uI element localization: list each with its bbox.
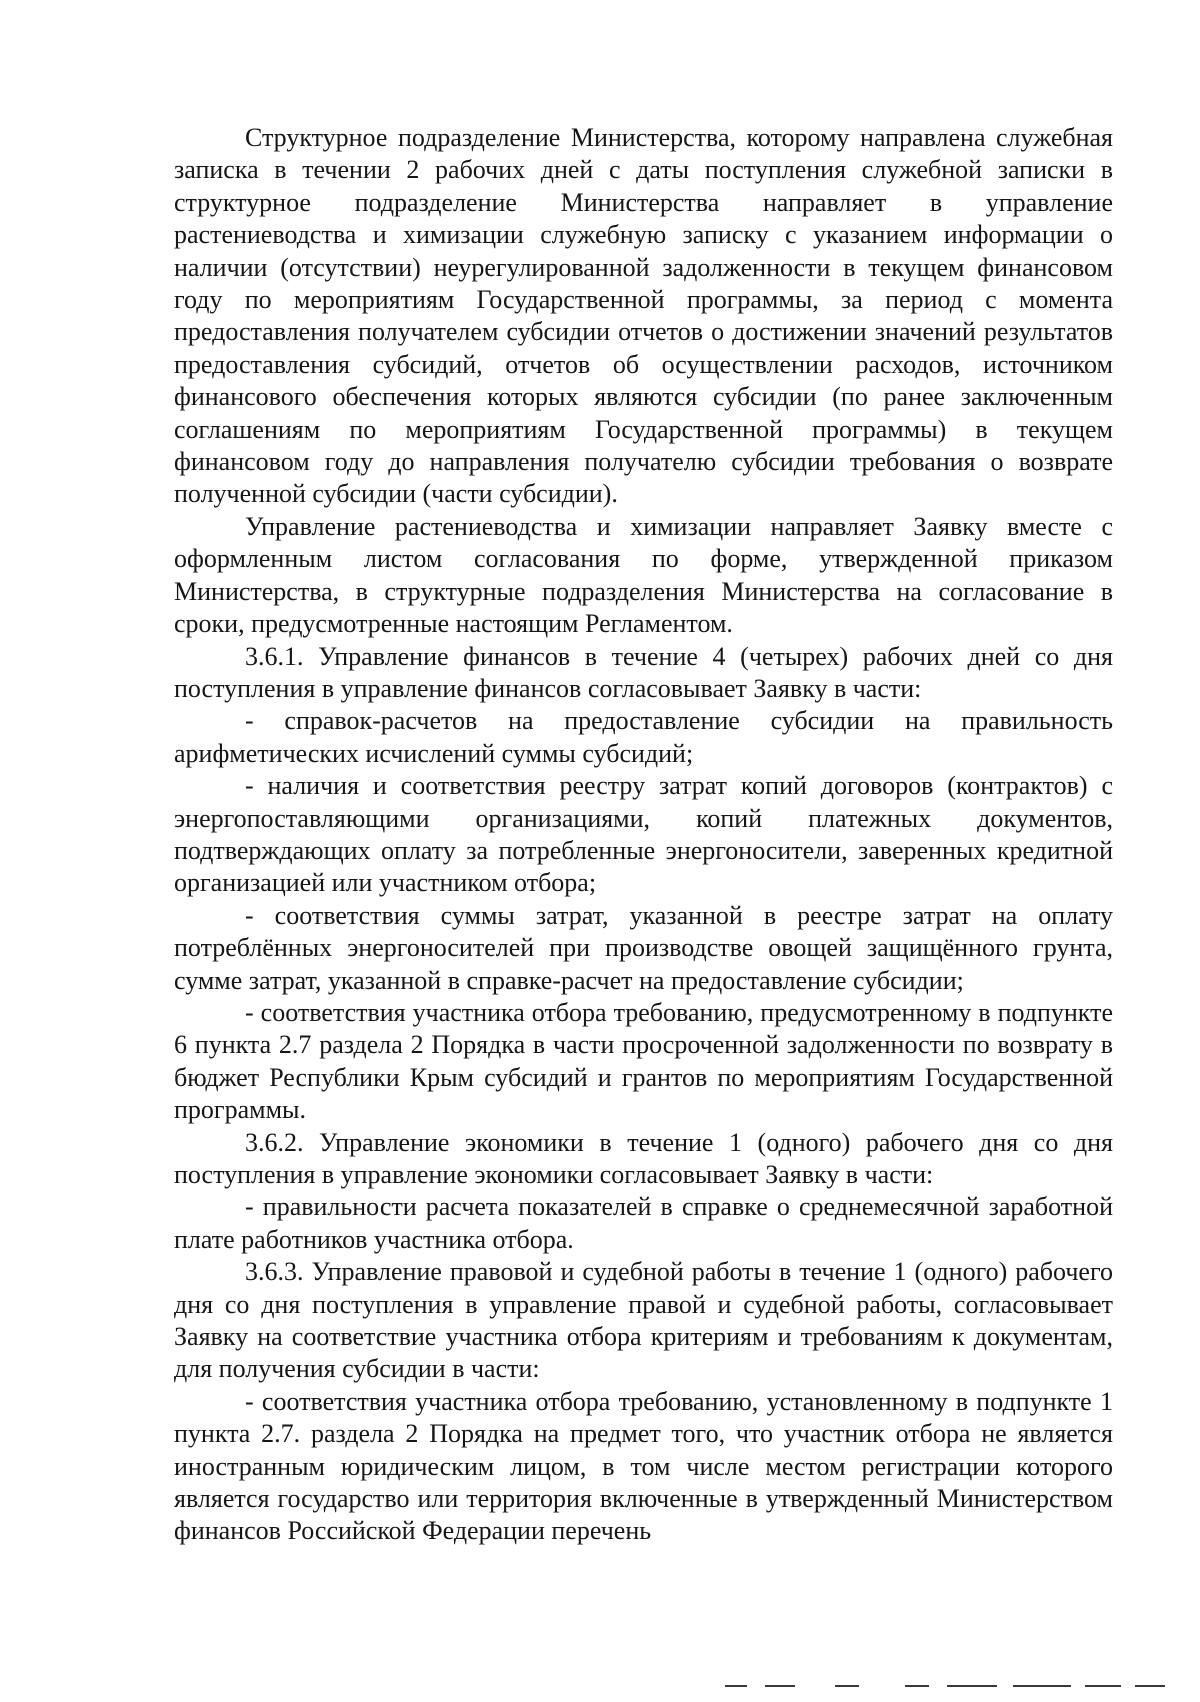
paragraph: 3.6.2. Управление экономики в течение 1 (одного) рабочего дня со дня поступления в управление экономики согласовывает Заявку в части: bbox=[174, 1127, 1113, 1189]
paragraph: Структурное подразделение Министерства, которому направлена служебная записка в течении 2 рабочих дней с даты поступления служебной записки в структурное подразделение Министерства направляет в управление растениеводства и химизации служебную записку с указанием информации о наличии (отсутствии) неурегулированной задолженности в текущем финансовом году по мероприятиям Государственной программы, за период с момента предоставления получателем субсидии отчетов о достижении значений результатов предоставления субсидий, отчетов об осуществлении расходов, источником финансового обеспечения которых являются субсидии (по ранее заключенным соглашениям по мероприятиям Государственной программы) в текущем финансовом году до направления получателю субсидии требования о возврате полученной субсидии (части субсидии). bbox=[174, 123, 1113, 509]
paragraph: Управление растениеводства и химизации направляет Заявку вместе с оформленным листом согласования по форме, утвержденной приказом Министерства, в структурные подразделения Министерства на согласование в сроки, предусмотренные настоящим Регламентом. bbox=[174, 511, 1113, 639]
paragraph: - справок-расчетов на предоставление субсидии на правильность арифметических исчислений суммы субсидий; bbox=[174, 706, 1113, 768]
document-body bbox=[174, 122, 1113, 1548]
paragraph: - наличия и соответствия реестру затрат копий договоров (контрактов) с энергопоставляющими организациями, копий платежных документов, подтверждающих оплату за потребленные энергоносители, заверенных кредитной организацией или участником отбора; bbox=[174, 771, 1113, 898]
paragraph: - соответствия участника отбора требованию, установленному в подпункте 1 пункта 2.7. раздела 2 Порядка на предмет того, что участник отбора не является иностранным юридическим лицом, в том числе местом регистрации которого является государство или территория включенные в утвержденный Министерством финансов Российской Федерации перечень bbox=[174, 1386, 1113, 1546]
scan-artifact-marks bbox=[725, 1685, 1165, 1689]
paragraph: - соответствия суммы затрат, указанной в реестре затрат на оплату потреблённых энергоносителей при производстве овощей защищённого грунта, сумме затрат, указанной в справке-расчет на предоставление субсидии; bbox=[174, 900, 1113, 995]
paragraph: 3.6.3. Управление правовой и судебной работы в течение 1 (одного) рабочего дня со дня поступления в управление правой и судебной работы, согласовывает Заявку на соответствие участника отбора критериям и требованиям к документам, для получения субсидии в части: bbox=[174, 1257, 1113, 1384]
paragraph: - правильности расчета показателей в справке о среднемесячной заработной плате работников участника отбора. bbox=[174, 1192, 1113, 1254]
paragraph: - соответствия участника отбора требованию, предусмотренному в подпункте 6 пункта 2.7 раздела 2 Порядка в части просроченной задолженности по возврату в бюджет Республики Крым субсидий и грантов по мероприятиям Государственной программы. bbox=[174, 997, 1113, 1125]
paragraph: 3.6.1. Управление финансов в течение 4 (четырех) рабочих дней со дня поступления в управление финансов согласовывает Заявку в части: bbox=[174, 641, 1113, 703]
